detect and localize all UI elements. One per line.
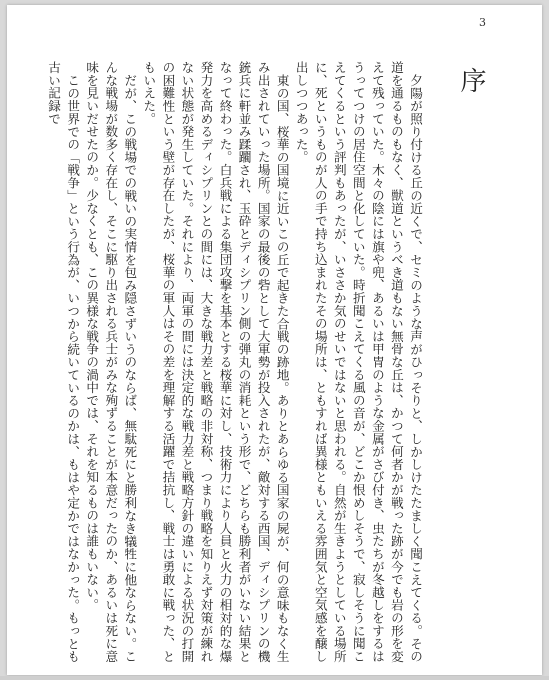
- page-number: 3: [479, 16, 486, 29]
- chapter-title: 序: [456, 67, 486, 93]
- paragraph: 夕陽が照り付ける丘の近くで、セミのような声がひっそりと、しかしけたたましく聞こえてくる。その道を通るものもなく、獣道というべき道もない無骨な丘は、かつて何者かが戦った跡が今でも岩の形を変えて残っていた。木々の陰には旗や兜、あるいは甲冑のような金属がさび付き、虫たちが冬越しをするはうってつけの居住空間と化していた。時折聞こえてくる風の音が、どこか恨めしそうで、寂しそうに聞こえてくるという評判もあったが、いささか気のせいではないと思われる。自然が生きようとしている場所に、死というものが人の手で持ち込まれたその場所は、ともすれば異様ともいえる雰囲気と空気感を醸し出しつつあった。: [293, 61, 423, 663]
- paragraph: だが、この戦場での戦いの実情を包み隠さずいうのならば、無駄死にと勝利なき犠牲に他ならない。こんな戦場が数多く存在し、そこに駆り出される兵士がみな殉ずることが本意だったのか、あるいは死に意味を見いだせたのか。少なくとも、この異様な戦争の渦中では、それを知るものは誰もいない。: [84, 61, 138, 663]
- paragraph: この世界での「戦争」という行為が、いつから続いているのかは、もはや定かではなかった。もっとも古い記録で: [46, 61, 81, 663]
- document-page: [7, 5, 542, 675]
- viewer-background-edge: [0, 676, 549, 680]
- paragraph: 東の国、桜華の国境に近いこの丘で起きた合戦の跡地。ありとあらゆる国家の屍が、何の意味もなく生み出されていった場所。国家の最後の砦として大軍勢が投入されたが、敵対する西国、ディシプリンの機銃兵に軒並み蹂躙され、玉砕とディシプリン側の弾丸の消耗という形で、どちらも勝利者がいない結果となって終わった。白兵戦による集団攻撃を基本とする桜華に対し、技術力により人員と火力の相対的な爆発力を高めるディシプリンとの間には、大きな戦力差と戦略の非対称、つまり戦略を知りえず対策が練れない状態が発生していた。それにより、両軍の間には決定的な戦力差と戦略方針の違いによる状況の打開の困難性という壁が存在したが、桜華の軍人はその差を理解する活躍で拮抗し、戦士は勇敢に戦った、ともいえた。: [141, 61, 290, 663]
- body-text: [46, 61, 425, 669]
